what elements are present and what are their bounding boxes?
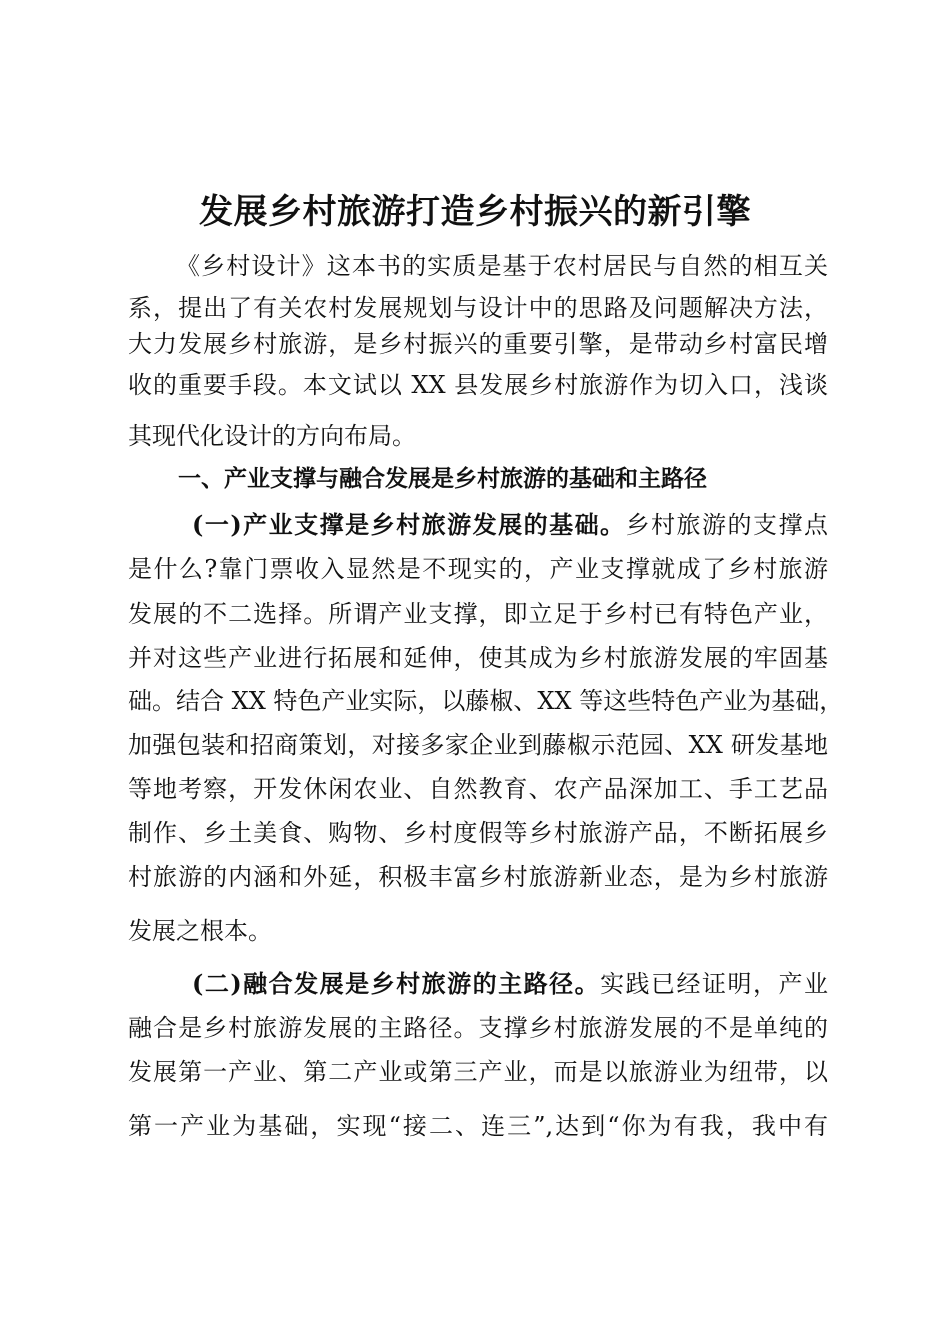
intro-line-2: 系，提出了有关农村发展规划与设计中的思路及问题解决方法， [128, 294, 828, 322]
section-heading-1: 一、产业支撑与融合发展是乡村旅游的基础和主路径 [178, 466, 707, 492]
intro-line-1: 《乡村设计》这本书的实质是基于农村居民与自然的相互关 [176, 252, 828, 280]
para1-line: 发展之根本。 [128, 917, 272, 945]
para1-line: 等地考察，开发休闲农业、自然教育、农产品深加工、手工艺品 [128, 775, 828, 803]
para1-line: 村旅游的内涵和外延，积极丰富乡村旅游新业态，是为乡村旅游 [128, 863, 828, 891]
para2-line: 融合是乡村旅游发展的主路径。支撑乡村旅游发展的不是单纯的 [128, 1014, 828, 1042]
para2-line: 发展第一产业、第二产业或第三产业，而是以旅游业为纽带，以 [128, 1058, 828, 1086]
para2-line: 第一产业为基础，实现“接二、连三”,达到“你为有我，我中有 [128, 1112, 828, 1140]
para1-first-line-rest: 乡村旅游的支撑点 [625, 511, 829, 539]
para1-lead: (一)产业支撑是乡村旅游发展的基础。 [192, 510, 626, 539]
para1-line: 础。结合 XX 特色产业实际，以藤椒、XX 等这些特色产业为基础， [128, 687, 844, 715]
intro-line-3: 大力发展乡村旅游，是乡村振兴的重要引擎，是带动乡村富民增 [128, 330, 828, 358]
intro-line-4: 收的重要手段。本文试以 XX 县发展乡村旅游作为切入口，浅谈 [128, 371, 828, 399]
para1-line: 制作、乡土美食、购物、乡村度假等乡村旅游产品，不断拓展乡 [128, 819, 828, 847]
para1-line: 并对这些产业进行拓展和延伸，使其成为乡村旅游发展的牢固基 [128, 644, 828, 672]
document-title: 发展乡村旅游打造乡村振兴的新引擎 [199, 192, 751, 232]
para1-first-line [192, 508, 828, 542]
para2-first-line-rest: 实践已经证明，产业 [600, 970, 828, 998]
para1-line: 加强包装和招商策划，对接多家企业到藤椒示范园、XX 研发基地 [128, 731, 828, 759]
intro-line-5: 其现代化设计的方向布局。 [128, 422, 416, 450]
para1-line: 发展的不二选择。所谓产业支撑，即立足于乡村已有特色产业， [128, 600, 828, 628]
para2-first-line [192, 967, 828, 1001]
para2-lead: (二)融合发展是乡村旅游的主路径。 [192, 969, 601, 998]
para1-line: 是什么?靠门票收入显然是不现实的，产业支撑就成了乡村旅游 [128, 555, 828, 583]
